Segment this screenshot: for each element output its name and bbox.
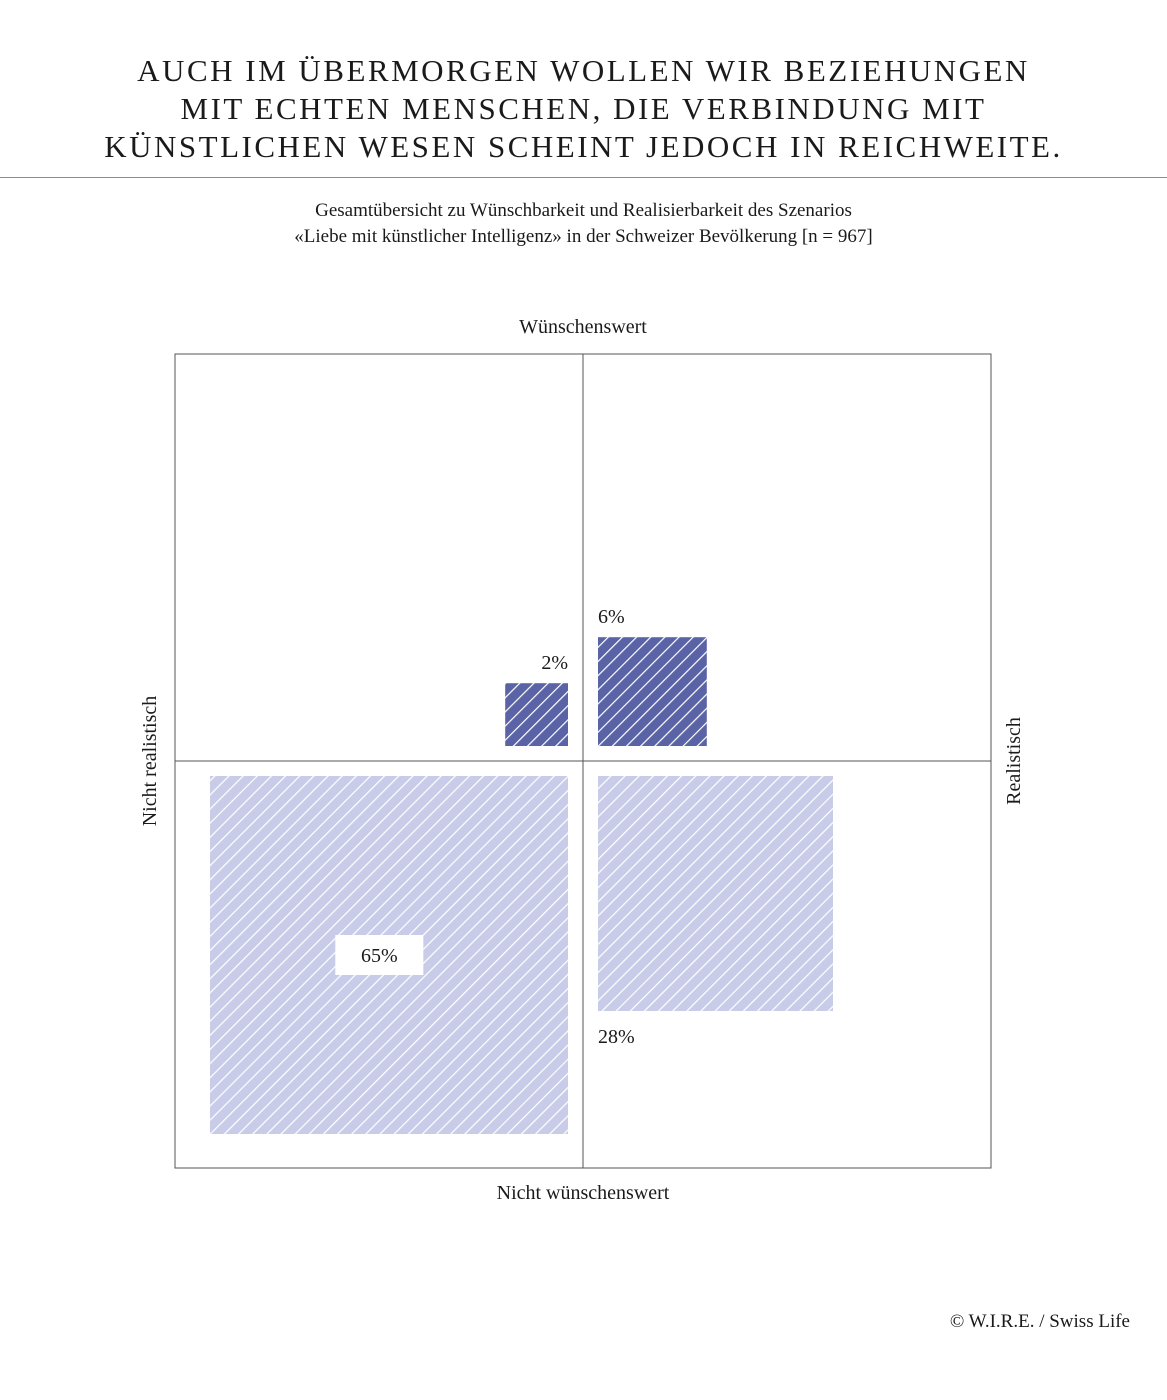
value-label-bottom-right: 28%: [598, 1026, 635, 1048]
chart-title-line: MIT ECHTEN MENSCHEN, DIE VERBINDUNG MIT: [180, 91, 987, 126]
value-label-top-right: 6%: [598, 606, 625, 629]
axis-label-bottom: Nicht wünschenswert: [496, 1182, 670, 1204]
chart-title-line: KÜNSTLICHEN WESEN SCHEINT JEDOCH IN REICHWEITE.: [104, 129, 1063, 164]
chart-title-line: AUCH IM ÜBERMORGEN WOLLEN WIR BEZIEHUNGEN: [137, 53, 1030, 88]
axis-label-left: Nicht realistisch: [139, 695, 161, 827]
axis-label-top: Wünschenswert: [519, 316, 647, 338]
chart-subtitle-line: «Liebe mit künstlicher Intelligenz» in der Schweizer Bevölkerung [n = 967]: [294, 226, 873, 247]
value-label-top-left: 2%: [541, 652, 568, 675]
value-label-bottom-left: 65%: [360, 945, 398, 967]
bar-bottom-right: [598, 776, 833, 1011]
copyright-footer: © W.I.R.E. / Swiss Life: [949, 1311, 1130, 1332]
bar-top-left: [505, 683, 568, 746]
axis-label-right: Realistisch: [1003, 717, 1025, 805]
chart-subtitle-line: Gesamtübersicht zu Wünschbarkeit und Realisierbarkeit des Szenarios: [315, 200, 852, 221]
bar-top-right: [598, 637, 707, 746]
